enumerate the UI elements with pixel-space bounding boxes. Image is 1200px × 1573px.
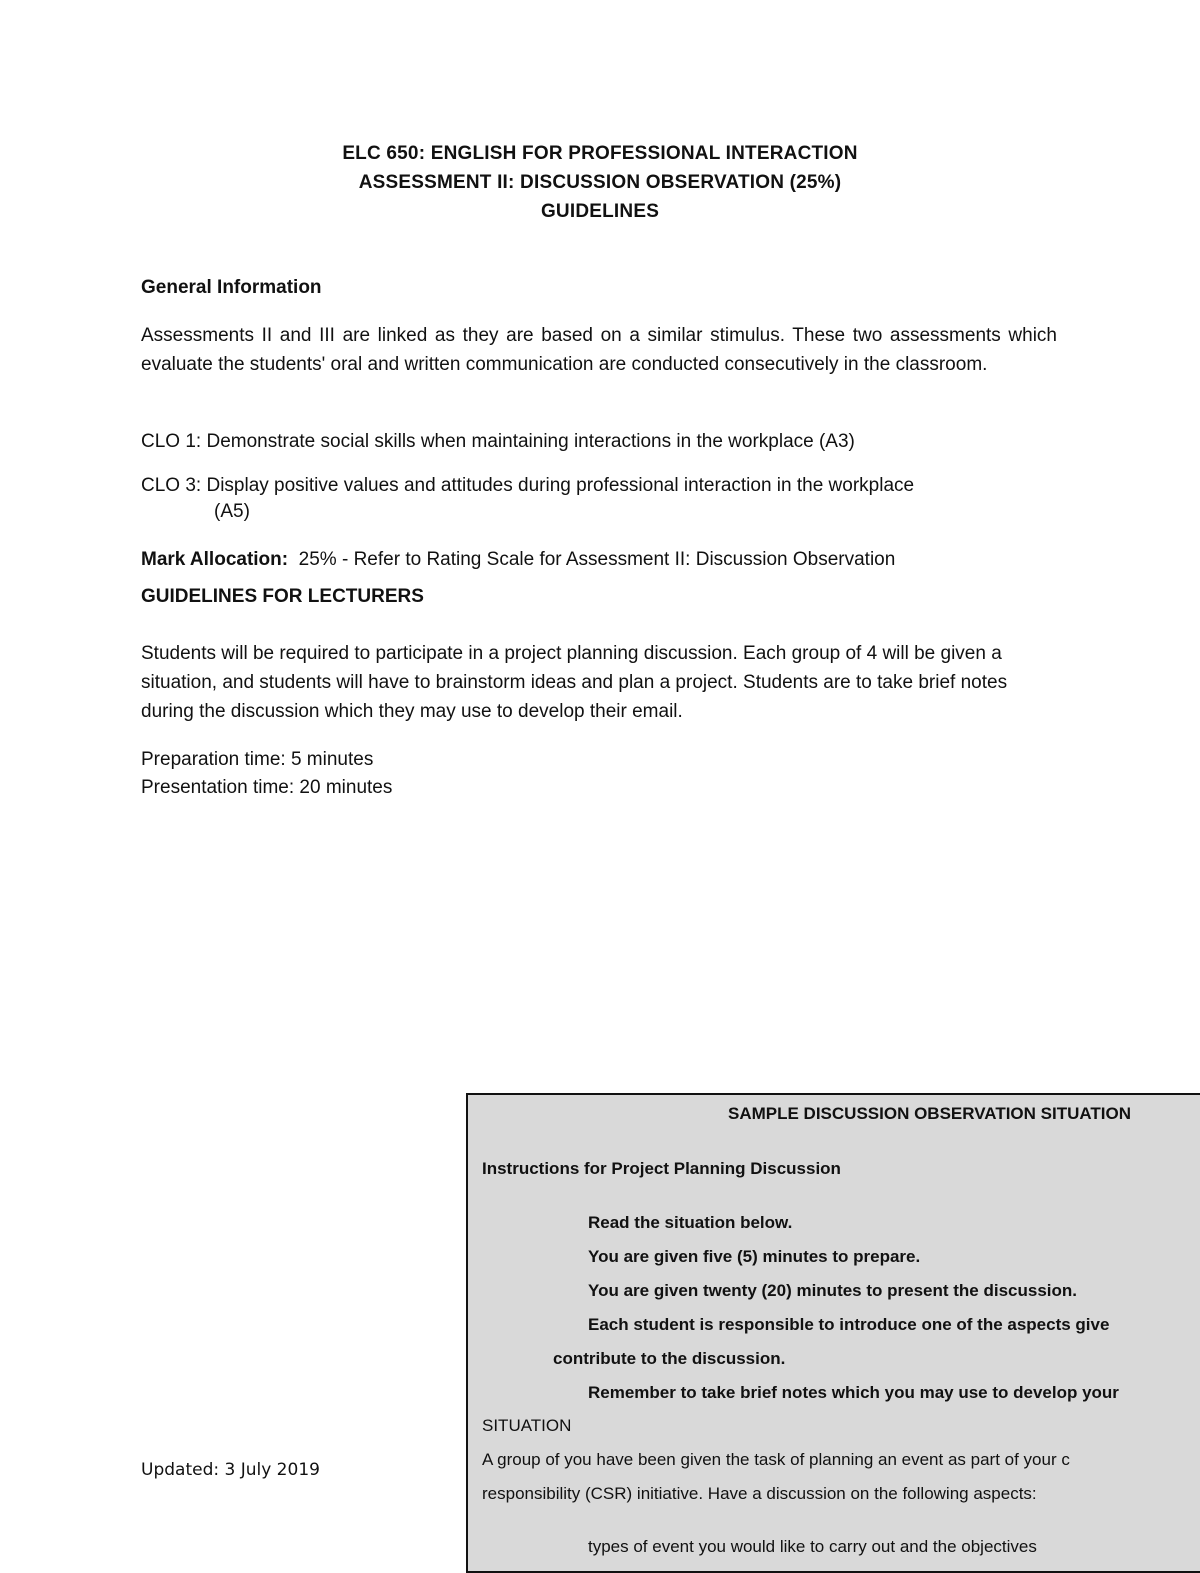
situation-line: A group of you have been given the task of planning an event as part of your c	[482, 1450, 1070, 1469]
mark-allocation-label: Mark Allocation:	[141, 549, 289, 570]
situation-line: responsibility (CSR) initiative. Have a discussion on the following aspects:	[482, 1484, 1037, 1503]
lecturers-heading: GUIDELINES FOR LECTURERS	[141, 586, 424, 607]
instruction-item: Each student is responsible to introduce one of the aspects give	[588, 1315, 1110, 1334]
aspect-item: types of event you would like to carry out and the objectives	[588, 1537, 1037, 1556]
mark-allocation	[141, 545, 895, 574]
assessment-title: ASSESSMENT II: DISCUSSION OBSERVATION (25%)	[358, 172, 842, 193]
clo3-text: CLO 3: Display positive values and attitudes during professional interaction in the workplace	[141, 475, 915, 496]
general-information-paragraph: Assessments II and III are linked as they are based on a similar stimulus. These two assessments which evaluate the students' oral and written communication are conducted consecutively in the classroom.	[141, 325, 1057, 375]
sample-box-heading: Instructions for Project Planning Discussion	[482, 1159, 841, 1178]
preparation-time: Preparation time: 5 minutes	[141, 749, 374, 770]
clo1-text: CLO 1: Demonstrate social skills when maintaining interactions in the workplace (A3)	[141, 431, 855, 452]
sample-box-title: SAMPLE DISCUSSION OBSERVATION SITUATION	[728, 1104, 1131, 1123]
mark-allocation-text: Refer to Rating Scale for Assessment II: Discussion Observation	[353, 549, 896, 570]
instruction-item-cont: contribute to the discussion.	[553, 1349, 786, 1368]
presentation-time: Presentation time: 20 minutes	[141, 777, 393, 798]
situation-label: SITUATION	[482, 1416, 572, 1435]
mark-allocation-value: 25% -	[298, 549, 349, 570]
sample-situation-box	[466, 1093, 1200, 1573]
updated-date: Updated: 3 July 2019	[141, 1460, 320, 1480]
clo3-text-cont: (A5)	[214, 501, 250, 522]
general-information-heading: General Information	[141, 277, 322, 298]
instruction-item: You are given five (5) minutes to prepare.	[588, 1247, 921, 1266]
instruction-item: Read the situation below.	[588, 1213, 793, 1232]
lecturers-paragraph: Students will be required to participate in a project planning discussion. Each group of 4 will be given a situation, and students will have to brainstorm ideas and plan a project. Students are to take brief notes during the discussion which they may use to develop their email.	[141, 643, 1008, 722]
guidelines-title: GUIDELINES	[540, 201, 660, 222]
instruction-item: Remember to take brief notes which you may use to develop your	[588, 1383, 1119, 1402]
instruction-item: You are given twenty (20) minutes to present the discussion.	[588, 1281, 1078, 1300]
document-title: ELC 650: ENGLISH FOR PROFESSIONAL INTERACTION	[342, 143, 858, 164]
